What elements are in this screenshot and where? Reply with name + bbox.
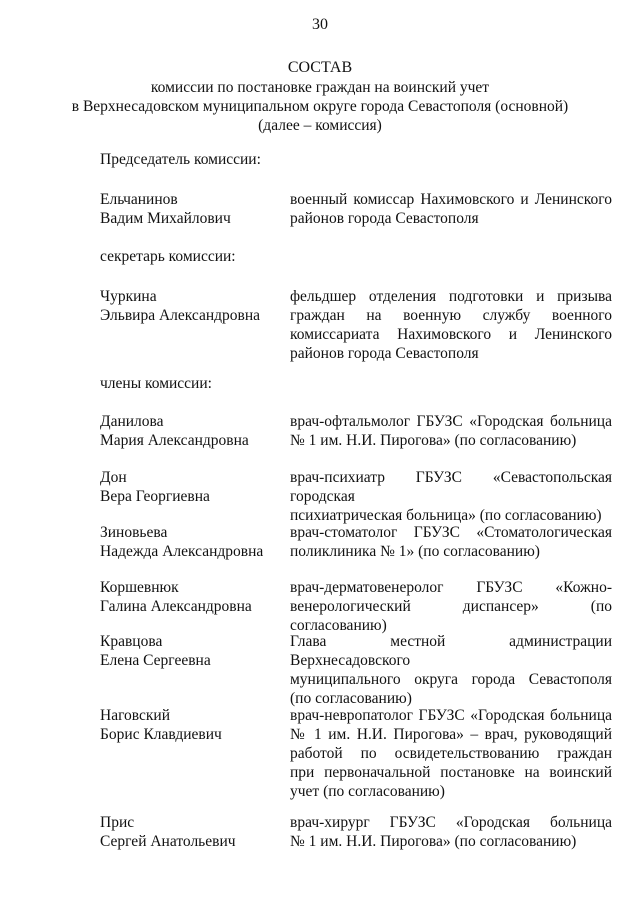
role-line: психиатрическая больница» (по согласованию) [290,507,602,524]
member-role [290,412,612,450]
member-role [290,813,612,851]
member-name [100,706,280,744]
member-surname: Зиновьева [100,524,168,541]
member-name [100,632,280,670]
section-members: члены комиссии: [100,375,212,392]
member-given-names: Мария Александровна [100,432,249,449]
member-surname: Чуркина [100,288,157,305]
member-name [100,190,280,228]
member-role [290,287,612,363]
role-line: граждан на военную службу военного [290,307,612,324]
member-role [290,578,612,635]
member-given-names: Сергей Анатольевич [100,833,236,850]
section-chairman: Председатель комиссии: [100,151,261,168]
page-number: 30 [312,16,328,33]
member-given-names: Надежда Александровна [100,543,264,560]
member-given-names: Елена Сергеевна [100,652,211,669]
member-surname: Наговский [100,707,171,724]
member-name [100,813,280,851]
role-line: (по согласованию) [290,690,412,707]
member-role [290,190,612,228]
role-line: поликлиника № 1» (по согласованию) [290,543,540,560]
role-line: при первоначальной постановке на воинский [290,764,612,781]
member-name [100,523,280,561]
member-name [100,412,280,450]
member-surname: Прис [100,814,135,831]
role-line: муниципального округа города Севастополя [290,671,612,688]
member-role [290,468,612,525]
role-line: районов города Севастополя [290,345,479,362]
member-surname: Дон [100,469,127,486]
member-given-names: Борис Клавдиевич [100,726,222,743]
member-given-names: Эльвира Александровна [100,307,261,324]
role-line: врач-психиатр ГБУЗС «Севастопольская городская [290,469,612,505]
member-role [290,632,612,708]
role-line: Глава местной администрации Верхнесадовского [290,633,612,669]
role-line: № 1 им. Н.И. Пирогова» (по согласованию) [290,833,577,850]
header-line-2: в Верхнесадовском муниципальном округе города Севастополя (основной) [71,98,569,115]
role-line: районов города Севастополя [290,210,479,227]
member-given-names: Вера Георгиевна [100,488,210,505]
role-line: работой по освидетельствованию граждан [290,745,612,762]
role-line: врач-стоматолог ГБУЗС «Стоматологическая [290,524,612,541]
member-name [100,578,280,616]
role-line: врач-офтальмолог ГБУЗС «Городская больница [290,413,612,430]
member-surname: Коршевнюк [100,579,179,596]
member-given-names: Вадим Михайлович [100,210,231,227]
role-line: врач-дерматовенеролог ГБУЗС «Кожно- [290,579,612,596]
member-role [290,706,612,801]
document-header [40,58,600,135]
member-name [100,468,280,506]
section-secretary: секретарь комиссии: [100,248,236,265]
role-line: учет (по согласованию) [290,783,445,800]
role-line: военный комиссар Нахимовского и Ленинского [290,191,612,208]
header-line-3: (далее – комиссия) [258,117,382,134]
member-name [100,287,280,325]
member-role [290,523,612,561]
role-line: врач-хирург ГБУЗС «Городская больница [290,814,612,831]
member-surname: Ельчанинов [100,191,178,208]
header-line-1: комиссии по постановке граждан на воинский учет [150,79,490,96]
role-line: врач-невропатолог ГБУЗС «Городская больница [290,707,612,724]
member-given-names: Галина Александровна [100,598,252,615]
role-line: № 1 им. Н.И. Пирогова» – врач, руководящий [290,726,612,743]
member-surname: Данилова [100,413,164,430]
role-line: комиссариата Нахимовского и Ленинского [290,326,612,343]
role-line: № 1 им. Н.И. Пирогова» (по согласованию) [290,432,577,449]
role-line: фельдшер отделения подготовки и призыва [290,288,612,305]
role-line: венерологический диспансер» (по согласованию) [290,598,612,634]
document-title: СОСТАВ [287,59,353,76]
member-surname: Кравцова [100,633,163,650]
